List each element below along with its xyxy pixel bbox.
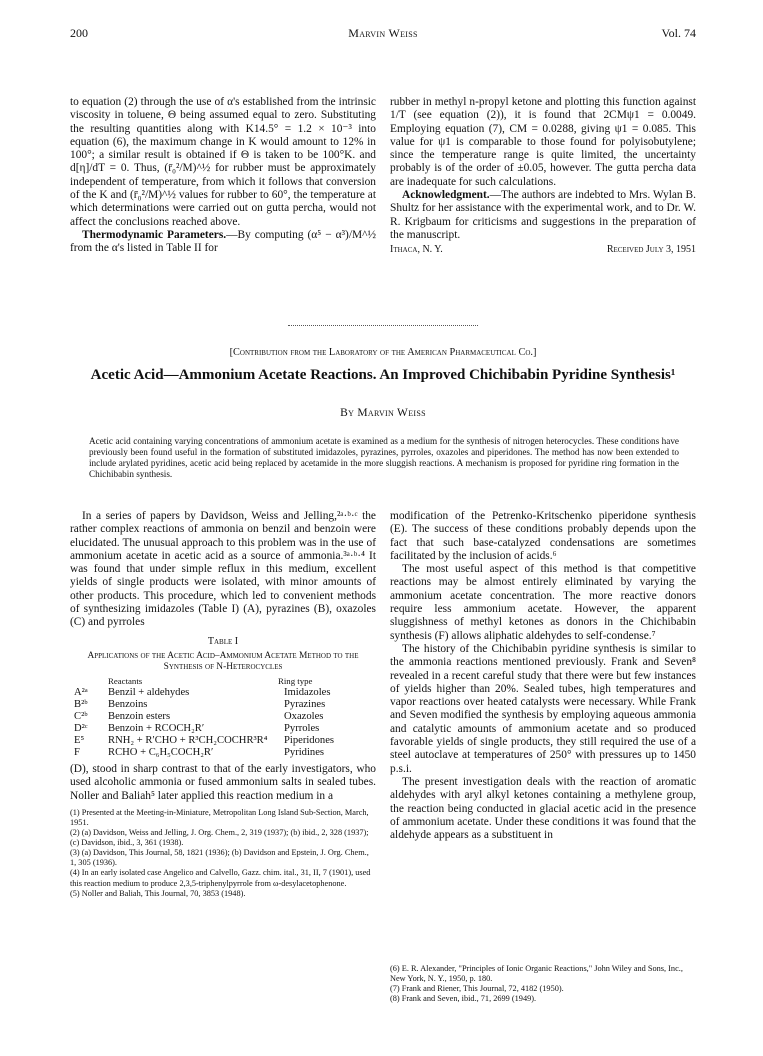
footnote: (8) Frank and Seven, ibid., 71, 2699 (1949). [390,994,537,1004]
table-cell-ring: Oxazoles [284,710,324,722]
signature-place: Ithaca, N. Y. [390,244,443,256]
footnote: (7) Frank and Riener, This Journal, 72, 4182 (1950). [390,984,564,994]
table-cell-key: C²ᵇ [74,710,88,722]
thermo-paragraph [70,229,376,256]
thermo-text: —By computing (α⁵ − α³)/M^½ from the α's listed in Table II for [70,228,376,255]
acknowledgment-heading: Acknowledgment. [402,189,490,202]
acknowledgment-paragraph [390,189,696,242]
table-row [70,711,376,723]
table-cell-key: F [74,746,80,758]
table-cell-reactants: RCHO + C₆H₅COCH₂R′ [108,746,214,758]
table-cell-reactants: Benzil + aldehydes [108,686,190,698]
footnotes-left [70,808,376,899]
previous-article-left-column [70,96,376,256]
footnote: (3) (a) Davidson, This Journal, 58, 1821 (1936); (b) Davidson and Epstein, J. Org. Chem., 1, 305 (1936). [70,848,369,868]
table-row [70,699,376,711]
table-cell-key: D²ᶜ [74,722,88,734]
previous-paragraph-right: rubber in methyl n-propyl ketone and plotting this function against 1/T (see equation (2)), it is found that 2CMψ1 = 0.0049. Employing equation (7), CM = 0.0288, giving ψ1 = 0.085. This value for ψ1 is comparable to those found for polyisobutylene; since the temperature range is quite limited, the uncertainty probably is of the order of ±0.05, however. The gutta percha data are inadequate for such calculations. [390,96,696,188]
page-number: 200 [70,26,88,40]
body-paragraph: The present investigation deals with the reaction of aromatic aldehydes with aryl alkyl ketones containing a methylene group, the reaction being conducted in glacial acetic acid in the presence of ammonium acetate. Under these conditions it was found that the aldehyde appears as a substituent in [390,775,696,842]
table-header-ring-type: Ring type [278,675,313,686]
table-cell-key: A²ᵃ [74,686,88,698]
table-cell-reactants: RNH₂ + R′CHO + R³CH₂COCHR³R⁴ [108,734,268,746]
table-header-row [70,675,376,687]
table-cell-ring: Pyrazines [284,698,326,710]
thermo-heading: Thermodynamic Parameters. [82,228,227,241]
volume-label: Vol. 74 [661,26,696,40]
contribution-line: [Contribution from the Laboratory of the American Pharmaceutical Co.] [229,347,537,358]
previous-paragraph: to equation (2) through the use of α's established from the intrinsic viscosity in toluene, Θ being assumed equal to zero. Substituting the resulting quantities along with K14.5° = 1.2 × 10⁻³ into equation (6), the maximum change in K would amount to 12% in 100°; a similar result is obtained if Θ is taken to be 100°K. and d[η]/dT = 0. Thus, (r̄₀²/M)^½ for rubber must be approximately independent of temperature, from which it follows that conversion of the K and (r̄₀²/M)^½ values for rubber to 60°, the temperature at which determinations were carried out on gutta percha, would not affect the conclusions reached above. [70,96,376,228]
footnote: (1) Presented at the Meeting-in-Miniature, Metropolitan Long Island Sub-Section, March, 1951. [70,807,369,827]
body-paragraph: The history of the Chichibabin pyridine synthesis is similar to the ammonia reactions mentioned previously. Frank and Seven⁸ revealed in a recent careful study that there were but few instances of yields higher than 20%. Sealed tubes, high temperatures and vapor reactions over heated catalysts were necessary. While Frank and Seven modified the synthesis by employing aqueous ammonia and catalytic amounts of ammonium acetate and so produced favorable yields of single products, they still required the use of a steel autoclave at temperatures of 250° with pressures up to 1450 p.s.i. [390,642,696,775]
table-title: Table I [207,635,239,647]
reactions-table [70,675,376,759]
table-row [70,687,376,699]
table-cell-ring: Pyridines [284,746,325,758]
table-cell-ring: Imidazoles [284,686,331,698]
article-byline: By Marvin Weiss [340,407,426,419]
table-cell-reactants: Benzoins [108,698,148,710]
body-paragraph: (D), stood in sharp contrast to that of the early investigators, who used alcoholic ammonia or fused ammonium salts in sealed tubes. Noller and Baliah⁵ later applied this reaction medium in a [70,762,376,802]
table-cell-reactants: Benzoin + RCOCH₂R′ [108,722,205,734]
footnote: (2) (a) Davidson, Weiss and Jelling, J. Org. Chem., 2, 319 (1937); (b) ibid., 2, 328 (1937); (c) Davidson, ibid., 3, 361 (1938). [70,828,369,848]
abstract: Acetic acid containing varying concentrations of ammonium acetate is examined as a medium for the synthesis of nitrogen heterocycles. These conditions have previously been found useful in the formation of substituted imidazoles, pyrazines, pyrroles, oxazoles and piperidones. The method has now been extended to include arylated pyridines, acetic acid being replaced by acetamide in the more sluggish reactions. A mechanism is proposed for pyridine ring formation in the Chichibabin synthesis. [89,436,679,480]
footnote: (5) Noller and Baliah, This Journal, 70, 3853 (1948). [70,888,246,898]
body-paragraph: In a series of papers by Davidson, Weiss and Jelling,²ᵃ·ᵇ·ᶜ the rather complex reactions of ammonia on benzil and benzoin were elucidated. The unusual approach to this problem was in the use of ammonium acetate in acetic acid as a source of ammonia.³ᵃ·ᵇ·⁴ It was found that under simple reflux in this medium, excellent yields of single products were isolated, with minor amounts of other products. This procedure, which led to convenient methods of synthesizing imidazoles (Table I) (A), pyrazines (B), oxazoles (C) and pyrroles [70,510,376,629]
body-left-column [70,510,376,899]
section-divider [288,325,478,326]
previous-article-right-column [390,96,696,257]
body-paragraph: modification of the Petrenko-Kritschenko piperidone synthesis (E). The success of these conditions probably depends upon the fact that such base-catalyzed condensations are sometimes facilitated by the inclusion of acids.⁶ [390,510,696,562]
table-header-reactants: Reactants [108,675,143,686]
running-author: Marvin Weiss [348,26,418,40]
table-row [70,723,376,735]
table-cell-reactants: Benzoin esters [108,710,171,722]
signature-line [390,243,696,256]
body-right-column [390,510,696,842]
body-paragraph: The most useful aspect of this method is that competitive reactions may be almost entirely eliminated by varying the ammonium acetate concentration. The more reactive donors require less ammonium acetate. However, the apparent sluggishness of methyl ketones as donors in the Chichibabin synthesis (F) allows aliphatic aldehydes to self-condense.⁷ [390,563,696,642]
table-cell-ring: Piperidones [284,734,335,746]
received-date: Received July 3, 1951 [606,244,696,256]
footnote: (6) E. R. Alexander, "Principles of Ionic Organic Reactions," John Wiley and Sons, Inc., New York, N. Y., 1950, p. 180. [390,964,683,984]
footnotes-right [390,964,696,1004]
running-header [70,26,696,42]
table-caption: Applications of the Acetic Acid–Ammonium Acetate Method to the Synthesis of N-Heterocycles [87,650,359,672]
footnote: (4) In an early isolated case Angelico and Calvello, Gazz. chim. ital., 31, II, 7 (1901), used this reaction medium to produce 2,3,5-triphenylpyrrole from ω-desylacetophenone. [70,868,371,888]
table-cell-ring: Pyrroles [284,722,320,734]
table-row [70,735,376,747]
article-title: Acetic Acid—Ammonium Acetate Reactions. An Improved Chichibabin Pyridine Synthesis¹ [90,367,676,383]
table-row [70,747,376,759]
table-cell-key: B²ᵇ [74,698,88,710]
table-cell-key: E⁵ [74,734,85,746]
acknowledgment-text: —The authors are indebted to Mrs. Wylan B. Shultz for her assistance with the experimental work, and to Dr. W. R. Krigbaum for criticisms and suggestions in the preparation of the manuscript. [390,189,696,241]
